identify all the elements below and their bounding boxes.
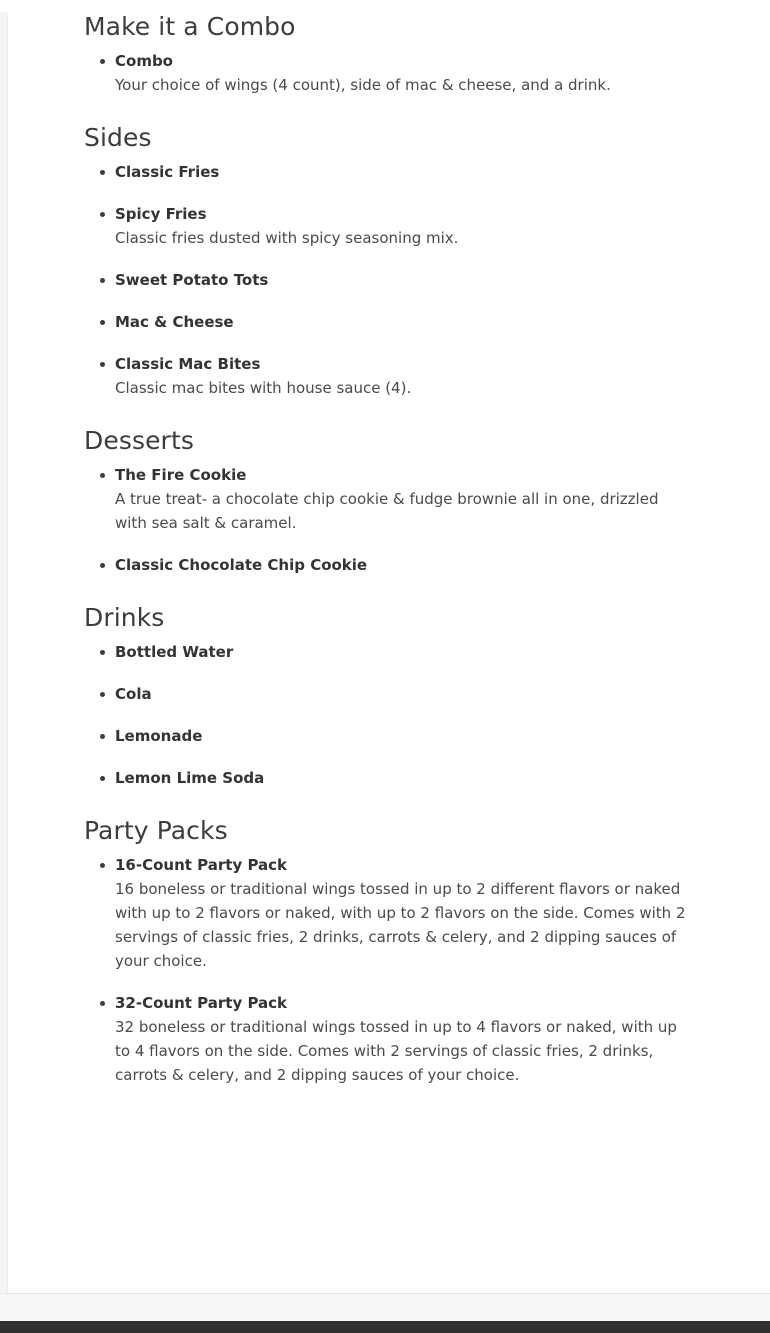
list-item[interactable]	[84, 161, 730, 184]
section-heading: Desserts	[84, 426, 194, 455]
item-name: Lemonade	[115, 727, 203, 745]
bullet-icon	[100, 734, 105, 739]
section-item-list	[84, 641, 730, 790]
item-name: Cola	[115, 685, 152, 703]
item-name: Bottled Water	[115, 643, 234, 661]
list-item[interactable]	[84, 683, 730, 706]
list-item[interactable]	[84, 203, 730, 250]
bullet-icon	[100, 692, 105, 697]
section-item-list	[84, 50, 730, 97]
section-item-list	[84, 854, 730, 1087]
section-heading: Sides	[84, 123, 152, 152]
bullet-icon	[100, 650, 105, 655]
footer-bar	[0, 1321, 770, 1333]
bullet-icon	[100, 59, 105, 64]
list-item[interactable]	[84, 767, 730, 790]
list-item[interactable]	[84, 269, 730, 292]
bullet-icon	[100, 212, 105, 217]
item-name: Classic Fries	[115, 163, 220, 181]
list-item[interactable]	[84, 641, 730, 664]
item-name: The Fire Cookie	[115, 466, 247, 484]
section-item-list	[84, 464, 730, 577]
section-item-list	[84, 161, 730, 400]
list-item[interactable]	[84, 311, 730, 334]
bullet-icon	[100, 563, 105, 568]
list-item[interactable]	[84, 554, 730, 577]
menu-section-desserts	[84, 426, 730, 577]
item-description: Classic fries dusted with spicy seasoning mix.	[115, 229, 459, 247]
bullet-icon	[100, 170, 105, 175]
section-heading: Party Packs	[84, 816, 228, 845]
item-name: Combo	[115, 52, 173, 70]
item-description: A true treat- a chocolate chip cookie & fudge brownie all in one, drizzled with sea salt & caramel.	[115, 490, 659, 532]
footer-band	[0, 1293, 770, 1333]
list-item[interactable]	[84, 464, 730, 535]
menu-sections	[0, 12, 770, 1087]
bullet-icon	[100, 776, 105, 781]
list-item[interactable]	[84, 854, 730, 973]
item-description: Classic mac bites with house sauce (4).	[115, 379, 412, 397]
menu-page	[0, 12, 770, 1087]
item-name: Classic Chocolate Chip Cookie	[115, 556, 368, 574]
item-description: 16 boneless or traditional wings tossed in up to 2 different flavors or naked with up to 2 flavors or naked, with up to 2 flavors on the side. Comes with 2 servings of classic fries, 2 drinks, carrots & celery, and 2 dipping sauces of your choice.	[115, 880, 686, 970]
section-heading: Drinks	[84, 603, 165, 632]
bullet-icon	[100, 863, 105, 868]
item-description: Your choice of wings (4 count), side of mac & cheese, and a drink.	[115, 76, 611, 94]
menu-section-sides	[84, 123, 730, 400]
item-name: Mac & Cheese	[115, 313, 234, 331]
list-item[interactable]	[84, 725, 730, 748]
bullet-icon	[100, 473, 105, 478]
section-heading: Make it a Combo	[84, 12, 296, 41]
item-name: Classic Mac Bites	[115, 355, 261, 373]
list-item[interactable]	[84, 992, 730, 1087]
bullet-icon	[100, 320, 105, 325]
item-name: Sweet Potato Tots	[115, 271, 269, 289]
item-name: 32-Count Party Pack	[115, 994, 288, 1012]
menu-section-make-it-a-combo	[84, 12, 730, 97]
bullet-icon	[100, 1001, 105, 1006]
item-name: Lemon Lime Soda	[115, 769, 265, 787]
list-item[interactable]	[84, 50, 730, 97]
menu-section-party-packs	[84, 816, 730, 1087]
left-gutter-rule	[0, 12, 8, 1293]
bullet-icon	[100, 362, 105, 367]
item-name: Spicy Fries	[115, 205, 207, 223]
list-item[interactable]	[84, 353, 730, 400]
item-name: 16-Count Party Pack	[115, 856, 288, 874]
bullet-icon	[100, 278, 105, 283]
menu-section-drinks	[84, 603, 730, 790]
item-description: 32 boneless or traditional wings tossed in up to 4 flavors or naked, with up to 4 flavors on the side. Comes with 2 servings of classic fries, 2 drinks, carrots & celery, and 2 dipping sauces of your choice.	[115, 1018, 677, 1084]
